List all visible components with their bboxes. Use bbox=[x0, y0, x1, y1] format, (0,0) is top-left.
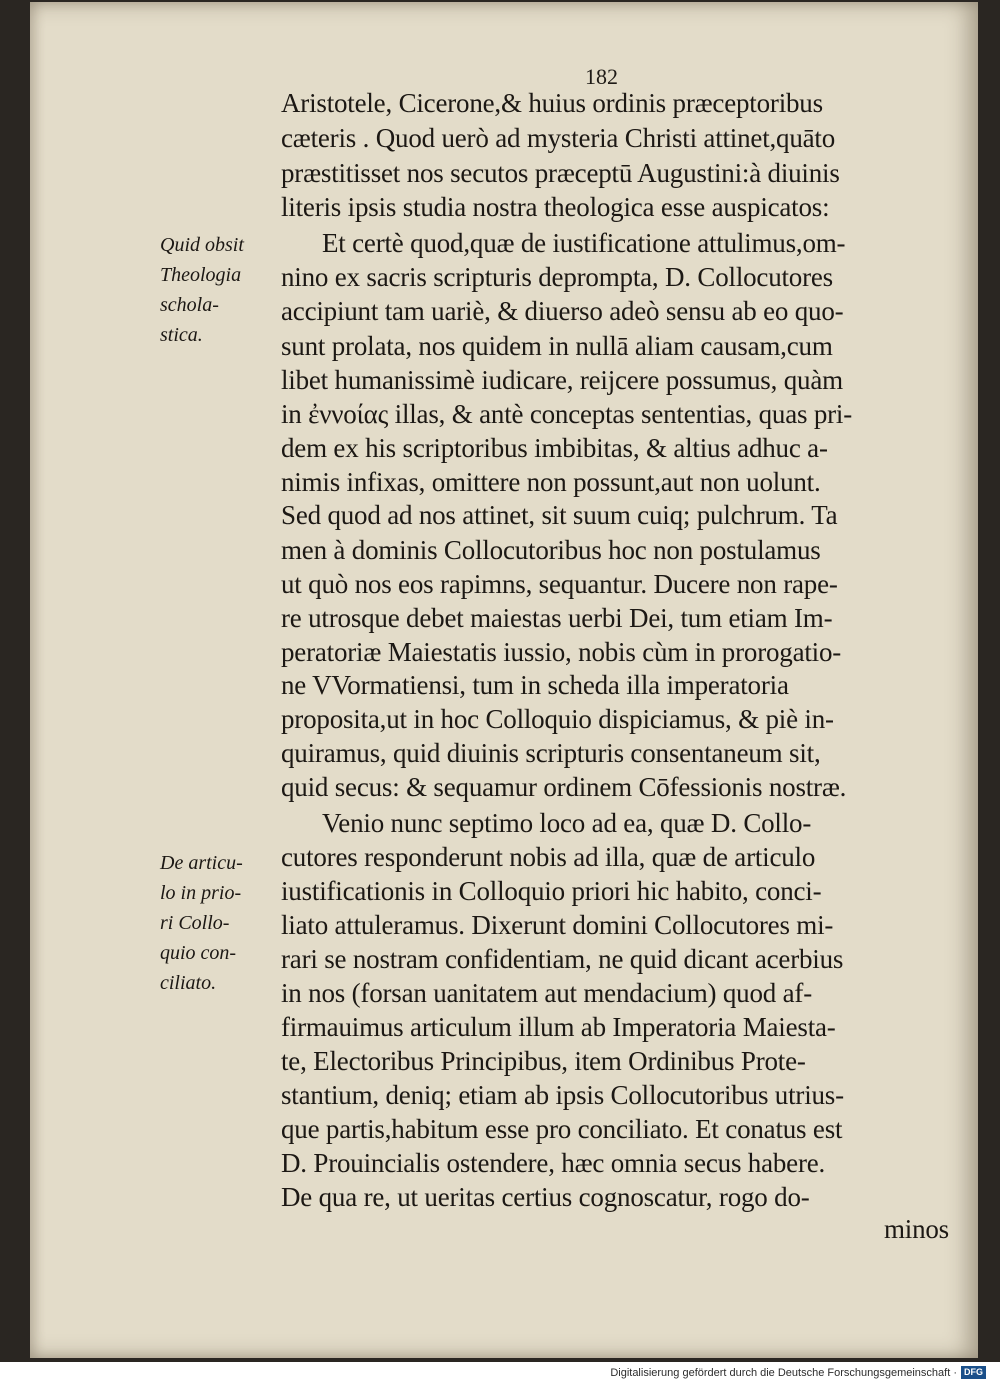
text-line: Venio nunc septimo loco ad ea, quæ D. Collo- bbox=[322, 808, 812, 838]
text-line: liato attuleramus. Dixerunt domini Collocutores mi- bbox=[281, 910, 834, 940]
text-line: rari se nostram confidentiam, ne quid dicant acerbius bbox=[281, 944, 844, 974]
dfg-logo-icon: DFG bbox=[961, 1366, 986, 1379]
page-number: 182 bbox=[585, 64, 618, 89]
text-line: quiramus, quid diuinis scripturis consentaneum sit, bbox=[281, 738, 821, 768]
text-line: te, Electoribus Principibus, item Ordinibus Prote- bbox=[281, 1046, 806, 1076]
text-line: in ἐννοίας illas, & antè conceptas sententias, quas pri- bbox=[281, 399, 853, 429]
text-line: in nos (forsan uanitatem aut mendacium) quod af- bbox=[281, 978, 812, 1008]
text-line: stantium, deniq; etiam ab ipsis Collocutoribus utrius- bbox=[281, 1080, 844, 1110]
text-line: dem ex his scriptoribus imbibitas, & altius adhuc a- bbox=[281, 433, 828, 463]
text-line: que partis,habitum esse pro conciliato. Et conatus est bbox=[281, 1114, 843, 1144]
text-line: sunt prolata, nos quidem in nullā aliam causam,cum bbox=[281, 331, 833, 361]
footer-text: Digitalisierung gefördert durch die Deutsche Forschungsgemeinschaft · bbox=[610, 1366, 957, 1379]
text-line: cutores responderunt nobis ad illa, quæ de articulo bbox=[281, 842, 816, 872]
text-line: Et certè quod,quæ de iustificatione attulimus,om- bbox=[322, 228, 846, 258]
text-line: quid secus: & sequamur ordinem Cōfessionis nostræ. bbox=[281, 772, 847, 802]
text-line: D. Prouincialis ostendere, hæc omnia secus habere. bbox=[281, 1148, 826, 1178]
text-line: nino ex sacris scripturis deprompta, D. Collocutores bbox=[281, 262, 833, 292]
margin-note-line: quio con- bbox=[160, 942, 237, 964]
margin-note-line: De articu- bbox=[160, 852, 243, 874]
text-line: De qua re, ut ueritas certius cognoscatur, rogo do- bbox=[281, 1182, 810, 1212]
catchword: minos bbox=[883, 1214, 949, 1244]
digitization-footer bbox=[610, 1366, 986, 1379]
margin-note-theologia bbox=[160, 230, 275, 350]
text-line: ut quò nos eos rapimns, sequantur. Ducere non rape- bbox=[281, 569, 838, 599]
margin-note-line: Theologia bbox=[160, 264, 242, 286]
margin-note-line: ri Collo- bbox=[160, 912, 230, 934]
text-line: literis ipsis studia nostra theologica esse auspicatos: bbox=[281, 192, 830, 222]
text-line: re utrosque debet maiestas uerbi Dei, tum etiam Im- bbox=[281, 603, 833, 633]
text-line: Aristotele, Cicerone,& huius ordinis præceptoribus bbox=[281, 88, 823, 118]
text-line: peratoriæ Maiestatis iussio, nobis cùm in prorogatio- bbox=[281, 637, 842, 667]
margin-note-line: schola- bbox=[160, 294, 219, 316]
text-line: ne VVormatiensi, tum in scheda illa imperatoria bbox=[281, 670, 789, 700]
text-line: men à dominis Collocutoribus hoc non postulamus bbox=[281, 535, 821, 565]
text-line: Sed quod ad nos attinet, sit suum cuiq; pulchrum. Ta bbox=[281, 500, 838, 530]
margin-note-line: lo in prio- bbox=[160, 882, 242, 904]
margin-note-line: ciliato. bbox=[160, 972, 217, 994]
text-line: proposita,ut in hoc Colloquio dispiciamus, & piè in- bbox=[281, 704, 834, 734]
text-line: accipiunt tam uariè, & diuerso adeò sensu ab eo quo- bbox=[281, 296, 844, 326]
text-line: firmauimus articulum illum ab Imperatoria Maiesta- bbox=[281, 1012, 836, 1042]
text-line: libet humanissimè iudicare, reijcere possumus, quàm bbox=[281, 365, 843, 395]
margin-note-line: Quid obsit bbox=[160, 234, 244, 256]
margin-note-articulo bbox=[160, 848, 275, 998]
margin-note-line: stica. bbox=[160, 324, 203, 346]
text-line: nimis infixas, omittere non possunt,aut non uolunt. bbox=[281, 467, 821, 497]
text-line: præstitisset nos secutos præceptū Augustini:à diuinis bbox=[281, 158, 840, 188]
text-line: iustificationis in Colloquio priori hic habito, conci- bbox=[281, 876, 822, 906]
text-line: cæteris . Quod uerò ad mysteria Christi attinet,quāto bbox=[281, 123, 836, 153]
